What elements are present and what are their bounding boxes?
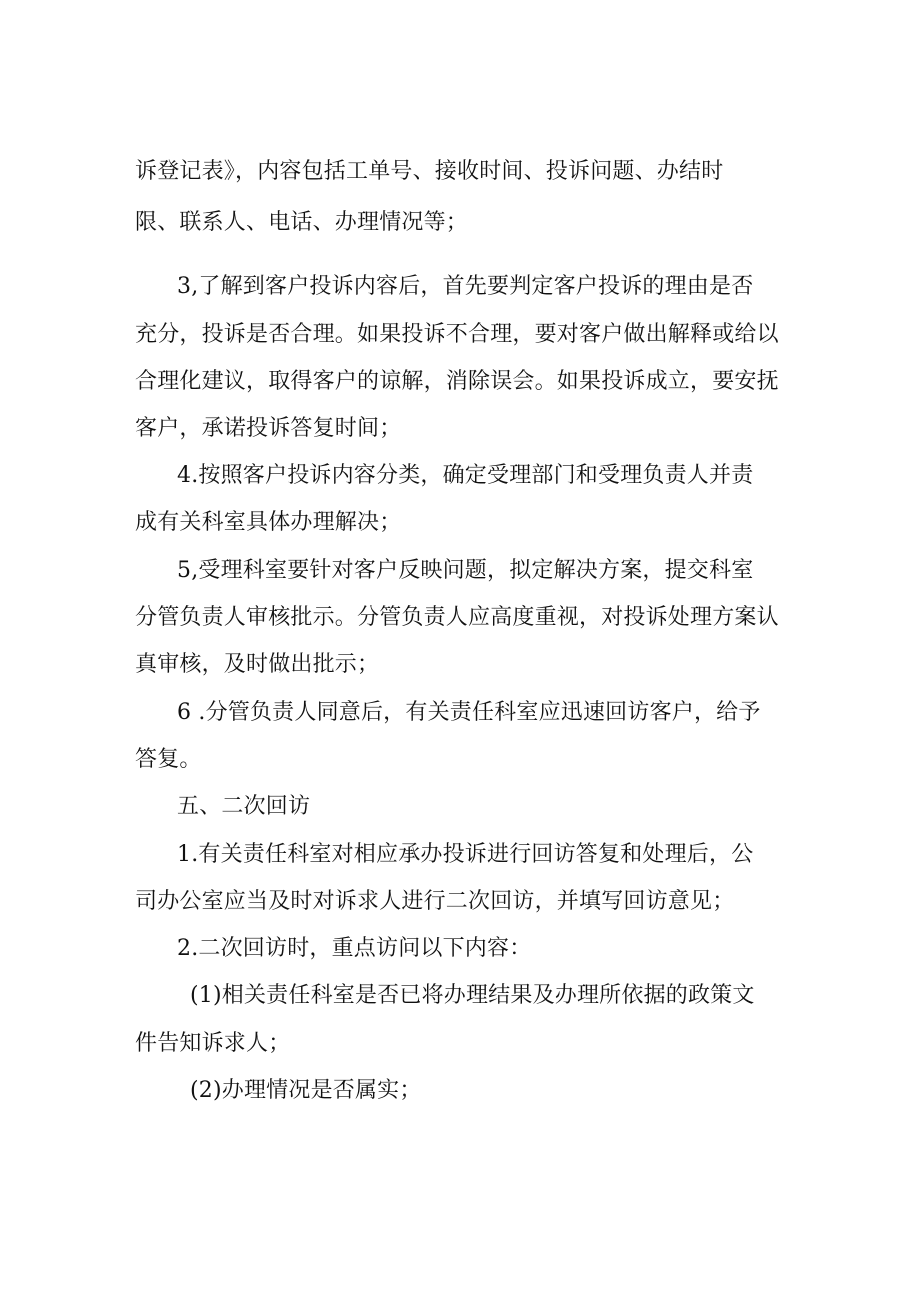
text-line-13: 答复。 [135,747,202,772]
section-heading: 五、二次回访 [177,794,311,819]
text-line-16: 司办公室应当及时对诉求人进行二次回访，并填写回访意见； [135,889,735,914]
text-line-2: 限、联系人、电话、办理情况等； [135,210,469,235]
text-line-10: 分管负责人审核批示。分管负责人应高度重视，对投诉处理方案认 [135,605,779,630]
text-line-19: 件告知诉求人； [135,1031,291,1056]
text-line-12: 6 .分管负责人同意后，有关责任科室应迅速回访客户，给予 [177,700,761,725]
text-line-17: 2.二次回访时，重点访问以下内容： [177,936,532,961]
text-line-18: (1)相关责任科室是否已将办理结果及办理所依据的政策文 [190,983,755,1008]
text-line-7: 4.按照客户投诉内容分类，确定受理部门和受理负责人并责 [177,463,754,488]
text-line-4: 充分，投诉是否合理。如果投诉不合理，要对客户做出解释或给以 [135,322,779,347]
text-line-20: (2)办理情况是否属实； [190,1078,422,1103]
text-line-3: 3,了解到客户投诉内容后，首先要判定客户投诉的理由是否 [177,274,754,299]
text-line-9: 5,受理科室要针对客户反映问题，拟定解决方案，提交科室 [177,558,754,583]
text-line-5: 合理化建议，取得客户的谅解，消除误会。如果投诉成立，要安抚 [135,369,779,394]
text-line-11: 真审核，及时做出批示； [135,652,380,677]
text-line-8: 成有关科室具体办理解决； [135,510,402,535]
text-line-15: 1.有关责任科室对相应承办投诉进行回访答复和处理后，公 [177,842,754,867]
text-line-1: 诉登记表》，内容包括工单号、接收时间、投诉问题、办结时 [135,159,724,184]
text-line-6: 客户，承诺投诉答复时间； [135,416,402,441]
